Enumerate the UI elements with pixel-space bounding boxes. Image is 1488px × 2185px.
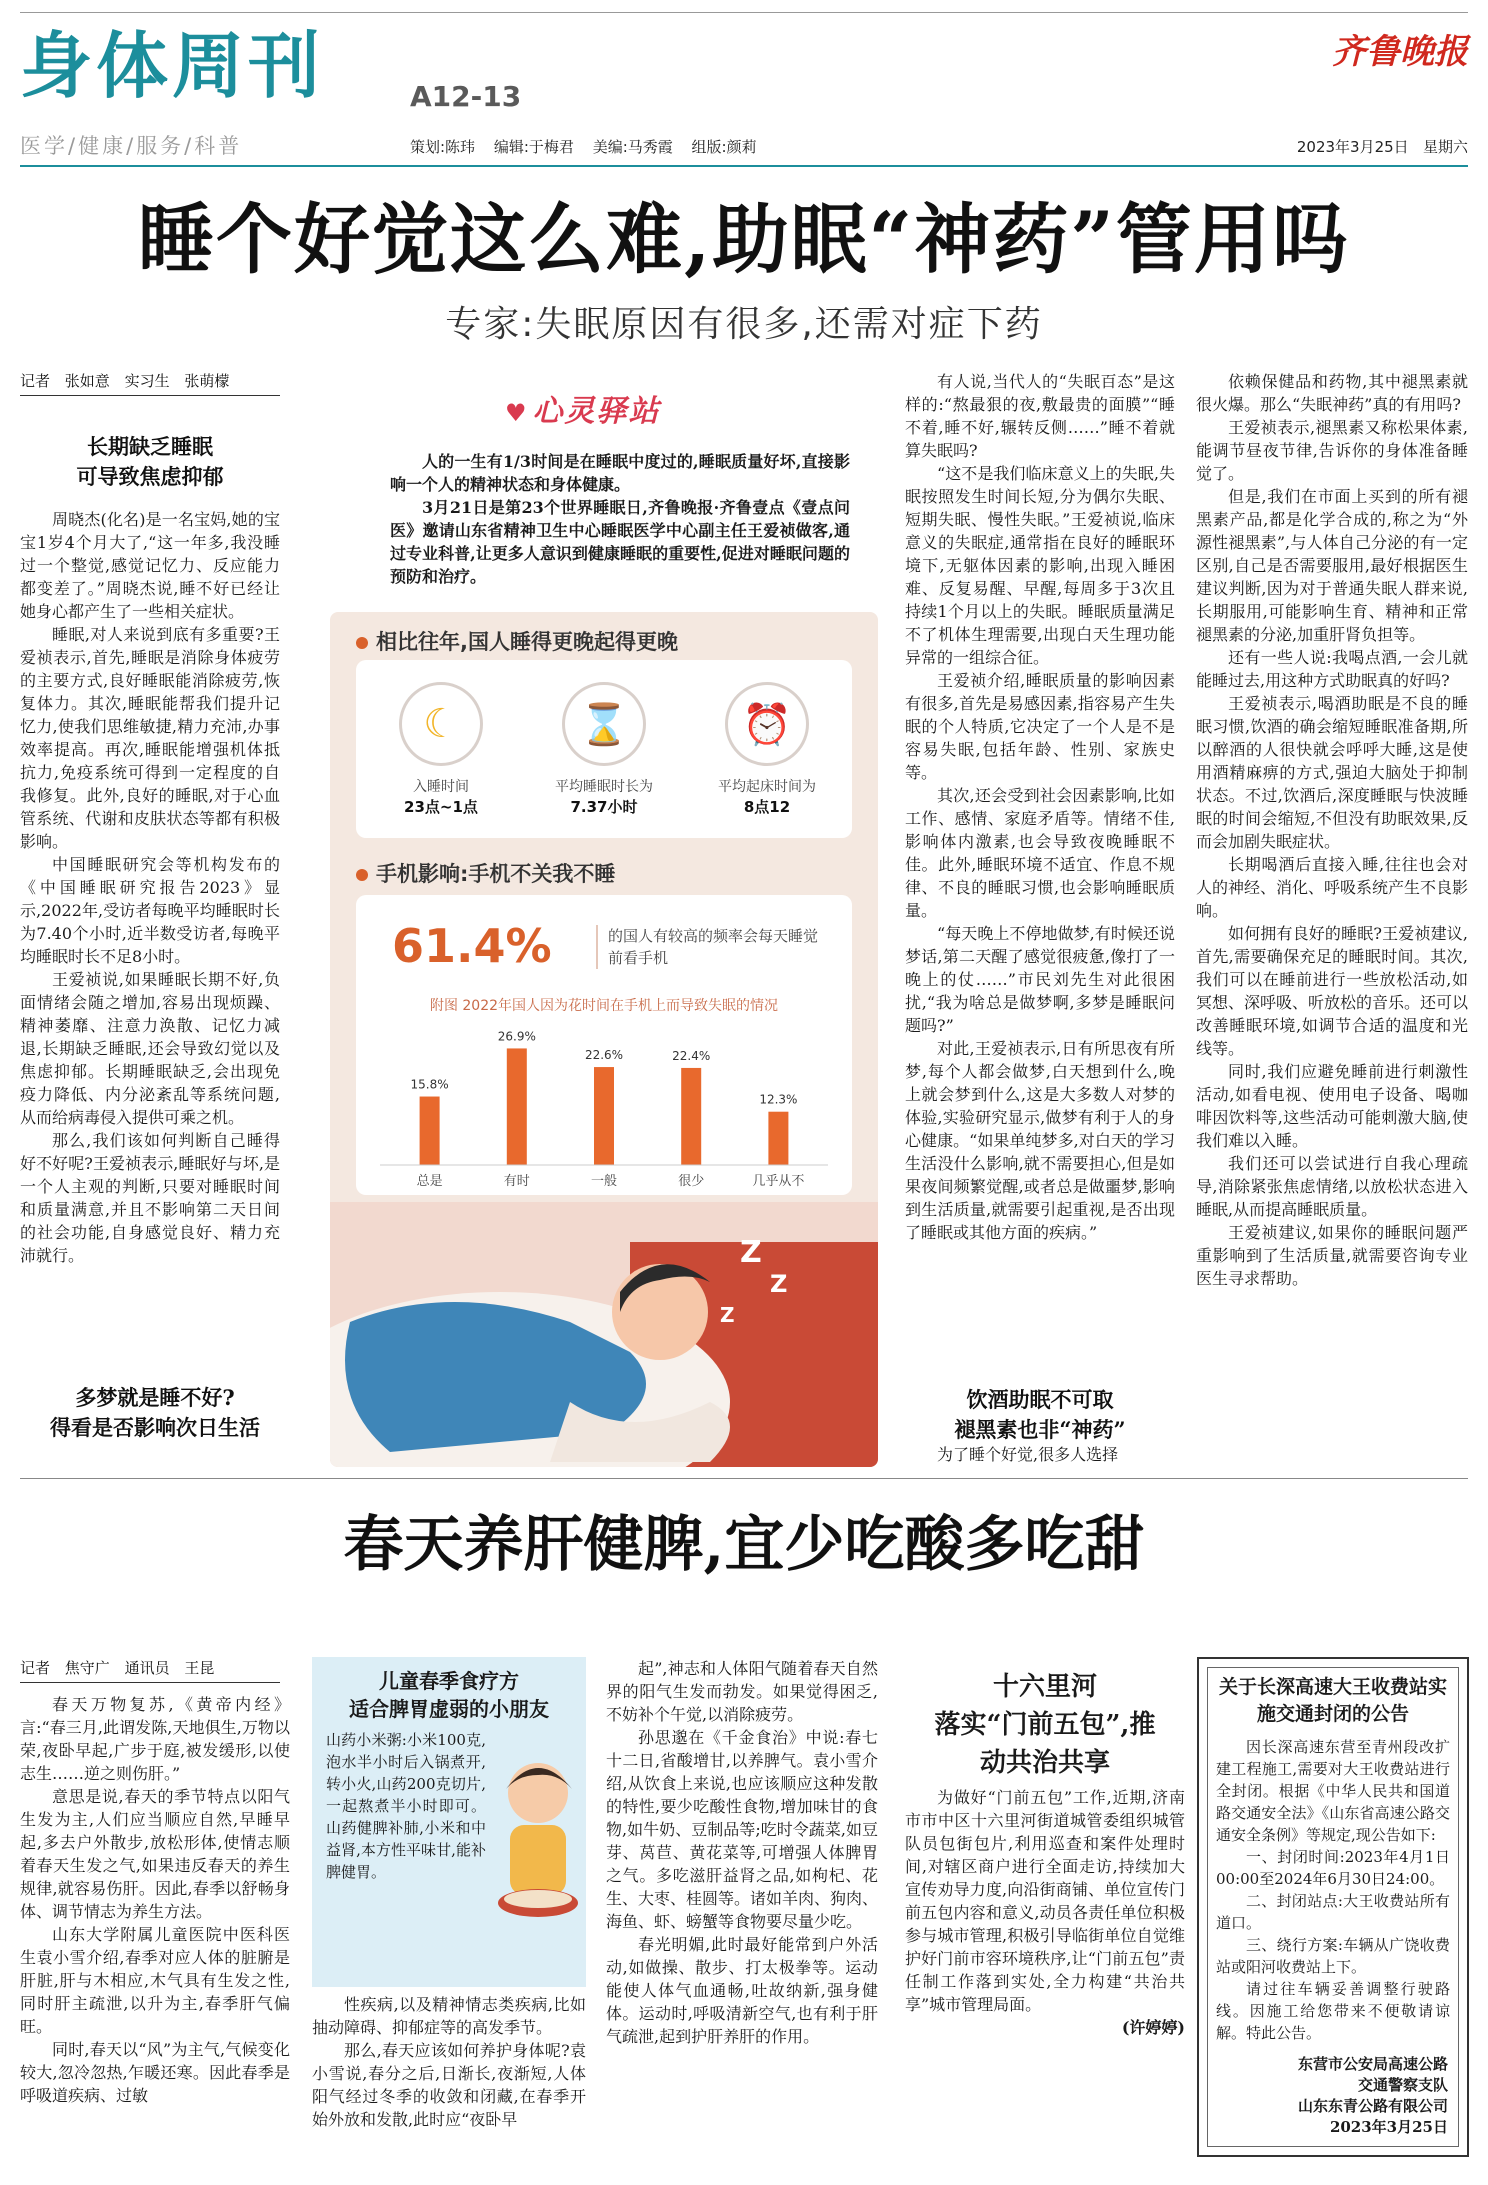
percentage-description: 的国人有较高的频率会每天睡觉前看手机 [596,925,826,969]
paragraph: 山东大学附属儿童医院中医科医生袁小雪介绍,春季对应人体的脏腑是肝脏,肝与木相应,木气具有生发之性,同时肝主疏泄,以升为主,春季肝气偏旺。 [20,1925,290,2036]
byline-name: 王昆 [184,1659,215,1677]
kids-recipe-box [312,1657,586,1987]
paragraph: 因长深高速东营至青州段改扩建工程施工,需要对大王收费站进行全封闭。根据《中华人民共和国道路交通安全法》《山东省高速公路交通安全条例》等规定,现公告如下: [1216,1738,1450,1844]
section-divider [20,1478,1468,1479]
paragraph: 王爱祯说,如果睡眠长期不好,负面情绪会随之增加,容易出现烦躁、精神萎靡、注意力涣散、记忆力减退,长期缺乏睡眠,还会导致幻觉以及焦虑抑郁。长期睡眠缺乏,会出现免疫力降低、内分泌紊乱等系统问题,从而给病毒侵入提供可乘之机。 [20,970,280,1127]
paragraph: 如何拥有良好的睡眠?王爱祯建议,首先,需要确保充足的睡眠时间。其次,我们可以在睡前进行一些放松活动,如冥想、深呼吸、听放松的音乐。还可以改善睡眠环境,如调节合适的温度和光线等。 [1196,924,1468,1058]
paragraph: 王爱祯表示,褪黑素又称松果体素,能调节昼夜节律,告诉你的身体准备睡觉了。 [1196,418,1468,483]
notice-title: 关于长深高速大王收费站实施交通封闭的公告 [1218,1676,1447,1725]
paragraph: 春天万物复苏,《黄帝内经》言:“春三月,此谓发陈,天地俱生,万物以荣,夜卧早起,广步于庭,被发缓形,以使志生……逆之则伤肝。” [20,1695,290,1783]
bar-value-label: 15.8% [410,1077,449,1092]
byline-role: 通讯员 [124,1659,170,1677]
traffic-closure-notice [1197,1657,1469,2157]
big-percentage: 61.4% [392,919,552,973]
section-heading-1: 长期缺乏睡眠 可导致焦虑抑郁 [76,434,224,489]
svg-text:Z: Z [720,1303,735,1327]
moon-icon: ☾ [399,682,483,766]
chart-bar [681,1068,701,1165]
intro-text [390,450,850,588]
paragraph: 起”,神志和人体阳气随着春天自然界的阳气生发而勃发。如果觉得困乏,不妨补个午觉,以消除疲劳。 [606,1659,878,1724]
sleep-stats-box [356,660,852,838]
notice-inner-frame [1207,1667,1459,2147]
stat-label: 入睡时间 [413,779,469,795]
hourglass-icon: ⌛ [562,682,646,766]
article3-headline: 十六里河 落实“门前五包”,推 动共治共享 [934,1672,1156,1778]
newspaper-logo: 齐鲁晚报 [1332,32,1468,72]
signatory: 山东东青公路有限公司 [1297,2097,1448,2115]
category-label: 很少 [678,1174,705,1189]
bar-value-label: 26.9% [497,1029,536,1044]
category-label: 有时 [503,1174,530,1189]
paragraph: 有人说,当代人的“失眠百态”是这样的:“熬最狠的夜,敷最贵的面膜”“睡不着,睡不好,辗转反侧……”睡不着就算失眠吗? [905,372,1175,460]
paragraph: 周晓杰(化名)是一名宝妈,她的宝宝1岁4个月大了,“这一年多,我没睡过一个整觉,感觉记忆力、反应能力都变差了。”周晓杰说,睡不好已经让她身心都产生了一些相关症状。 [20,510,280,621]
phone-impact-box [356,895,852,1195]
child-eating-illustration [488,1753,584,1933]
paragraph: 意思是说,春天的季节特点以阳气生发为主,人们应当顺应自然,早睡早起,多去户外散步,放松形体,使情志顺着春天生发之气,如果违反春天的养生规律,就容易伤肝。因此,春季以舒畅身体、调节情志为养生方法。 [20,1787,290,1921]
chart-title: 附图 2022年国人因为花时间在手机上而导致失眠的情况 [429,998,779,1014]
paragraph: 请过往车辆妥善调整行驶路线。因施工给您带来不便敬请谅解。特此公告。 [1216,1980,1450,2042]
paragraph: 那么,春天应该如何养护身体呢?袁小雪说,春分之后,日渐长,夜渐短,人体阳气经过冬季的收敛和闭藏,在春季开始外放和发散,此时应“夜卧早 [312,2041,586,2129]
page-number: A12-13 [410,80,522,113]
signatory: 交通警察支队 [1357,2076,1448,2094]
chart-bar [768,1112,788,1165]
byline-role: 记者 [20,372,51,390]
paragraph: 三、绕行方案:车辆从广饶收费站或阳河收费站上下。 [1216,1936,1450,1976]
section-title: 身体周刊 [20,24,325,108]
paragraph: 孙思邈在《千金食治》中说:春七十二日,省酸增甘,以养脾气。袁小雪介绍,从饮食上来说,也应该顺应这种发散的特性,要少吃酸性食物,增加味甘的食物,如牛奶、豆制品等;吃时令蔬菜,如豆芽、莴苣、黄花菜等,可增强人体脾胃之气。多吃滋肝益肾之品,如枸杞、花生、大枣、桂圆等。诸如羊肉、狗肉、海鱼、虾、螃蟹等食物要尽量少吃。 [606,1728,878,1931]
category-label: 几乎从不 [752,1174,805,1189]
paragraph: 睡眠,对人来说到底有多重要?王爱祯表示,首先,睡眠是消除身体疲劳的主要方式,良好睡眠能消除疲劳,恢复体力。其次,睡眠能帮我们提升记忆力,使我们思维敏捷,精力充沛,办事效率提高。再次,睡眠能增强机体抵抗力,免疫系统可得到一定程度的自我修复。此外,良好的睡眠,对于心血管系统、代谢和皮肤状态等都有积极影响。 [20,625,280,851]
paragraph: 王爱祯表示,喝酒助眠是不良的睡眠习惯,饮酒的确会缩短睡眠准备期,所以醉酒的人很快就会呼呼大睡,这是使用酒精麻痹的方式,强迫大脑处于抑制状态。不过,饮酒后,深度睡眠与快波睡眠的时间会缩短,不但没有助眠效果,反而会加剧失眠症状。 [1196,694,1468,851]
paragraph: 春光明媚,此时最好能常到户外活动,如做操、散步、打太极拳等。运动能使人体气血通畅,吐故纳新,强身健体。运动时,呼吸清新空气,也有利于肝气疏泄,起到护肝养肝的作用。 [606,1935,878,2046]
article2-byline [20,1657,280,1683]
byline-role: 记者 [20,1659,51,1677]
paragraph: 同时,我们应避免睡前进行刺激性活动,如看电视、使用电子设备、喝咖啡因饮料等,这些活动可能刺激大脑,使我们难以入睡。 [1196,1062,1468,1150]
chart-bar [594,1067,614,1165]
paragraph: 同时,春天以“风”为主气,气候变化较大,忽冷忽热,乍暖还寒。因此春季是呼吸道疾病、过敏 [20,2040,290,2105]
notice-signature [1298,2054,1448,2138]
stat-bedtime [361,670,521,817]
editor-credit: 编辑:于梅君 [493,138,574,156]
article2-headline: 春天养肝健脾,宜少吃酸多吃甜 [343,1510,1145,1580]
bar-value-label: 22.6% [584,1048,624,1063]
paragraph: 其次,还会受到社会因素影响,比如工作、感情、家庭矛盾等。情绪不佳,影响体内激素,也会导致夜晚睡眠不佳。此外,睡眠环境不适宜、作息不规律、不良的睡眠习惯,也会影响睡眠质量。 [905,786,1175,920]
stat-label: 平均睡眠时长为 [555,779,653,795]
kids-recipe-text: 山药小米粥:小米100克,泡水半小时后入锅煮开,转小火,山药200克切片,一起熬煮半小时即可。山药健脾补肺,小米和中益肾,本方性平味甘,能补脾健胃。 [326,1731,486,1881]
article1-column-3-tail [905,1443,1175,1467]
infographic-panel [330,612,878,1467]
paragraph: 依赖保健品和药物,其中褪黑素就很火爆。那么“失眠神药”真的有用吗? [1196,372,1468,414]
svg-text:Z: Z [740,1235,762,1270]
article3-author: (许婷婷) [1121,2018,1185,2037]
issue-date [1297,136,1468,157]
bar-value-label: 12.3% [759,1092,798,1107]
article1-column-4 [1196,370,1468,1470]
column-logo: ♥ 心灵驿站 [505,386,661,430]
masthead-rule [20,165,1468,167]
paragraph: 为了睡个好觉,很多人选择 [937,1445,1119,1464]
article1-column-1 [20,508,280,1378]
byline-role: 实习生 [124,372,170,390]
category-label: 一般 [590,1174,618,1189]
paragraph: 还有一些人说:我喝点酒,一会儿就能睡过去,用这种方式助眠真的好吗? [1196,648,1468,690]
main-subhead: 专家:失眠原因有很多,还需对症下药 [445,304,1043,345]
section-heading-2: 多梦就是睡不好? 得看是否影响次日生活 [50,1385,260,1440]
paragraph: 我们还可以尝试进行自我心理疏导,消除紧张焦虑情绪,以放松状态进入睡眠,从而提高睡眠质量。 [1196,1154,1468,1219]
signatory: 东营市公安局高速公路 [1297,2055,1448,2073]
notice-body [1216,1736,1450,2044]
alarm-clock-icon: ⏰ [725,682,809,766]
stat-value: 23点~1点 [404,798,478,816]
category-label: 总是 [416,1174,443,1189]
byline-name: 焦守广 [64,1659,110,1677]
stat-waketime [687,670,847,817]
stat-label: 平均起床时间为 [718,779,816,795]
chart-bar [420,1097,440,1165]
stat-value: 8点12 [743,798,791,816]
paragraph: 性疾病,以及精神情志类疾病,比如抽动障碍、抑郁症等的高发季节。 [312,1995,586,2037]
date-text: 2023年3月25日 [1296,138,1409,156]
byline-name: 张如意 [64,372,110,390]
article1-column-3 [905,370,1175,1380]
paragraph: 对此,王爱祯表示,日有所思夜有所梦,每个人都会做梦,白天想到什么,晚上就会梦到什么,这是大多数人对梦的体验,实验研究显示,做梦有利于人的身心健康。“如果单纯梦多,对白天的学习生活没什么影响,就不需要担心,但是如果夜间频繁觉醒,或者总是做噩梦,影响到生活质量,就需要引起重视,是否出现了睡眠或其他方面的疾病。” [905,1039,1175,1242]
paragraph: 3月21日是第23个世界睡眠日,齐鲁晚报·齐鲁壹点《壹点问医》邀请山东省精神卫生中心睡眠医学中心副主任王爱祯做客,通过专业科普,让更多人意识到健康睡眠的重要性,促进对睡眠问题的预防和治疗。 [390,498,850,586]
layout-credit: 组版:颜莉 [691,138,757,156]
byline-name: 张萌檬 [184,372,230,390]
section-tagline: 医学/健康/服务/科普 [20,134,243,158]
paragraph: 那么,我们该如何判断自己睡得好不好呢?王爱祯表示,睡眠好与坏,是一个人主观的判断,只要对睡眠时间和质量满意,并且不影响第二天日间的社会功能,自身感觉良好、精力充沛就行。 [20,1131,280,1265]
infographic-heading-2: 手机影响:手机不关我不睡 [356,858,615,888]
article3-body [905,1786,1185,2146]
chart-bar [507,1048,527,1165]
paragraph: 但是,我们在市面上买到的所有褪黑素产品,都是化学合成的,称之为“外源性褪黑素”,与人体自己分泌的有一定区别,自己是否需要服用,最好根据医生建议判断,因为对于普通失眠人群来说,长期服用,可能影响生育、精神和正常褪黑素的分泌,加重肝肾负担等。 [1196,487,1468,644]
paragraph: “每天晚上不停地做梦,有时候还说梦话,第二天醒了感觉很疲惫,像打了一晚上的仗……”市民刘先生对此很困扰,“我为啥总是做梦啊,多梦是睡眠问题吗?” [905,924,1175,1035]
stat-duration [524,670,684,817]
section-heading-3: 饮酒助眠不可取 褪黑素也非“神药” [954,1387,1126,1442]
paragraph: 王爱祯介绍,睡眠质量的影响因素有很多,首先是易感因素,指容易产生失眠的个人特质,它决定了一个人是不是容易失眠,包括年龄、性别、家族史等。 [905,671,1175,782]
paragraph: “这不是我们临床意义上的失眠,失眠按照发生时间长短,分为偶尔失眠、短期失眠、慢性失眠。”王爱祯说,临床意义的失眠症,通常指在良好的睡眠环境下,无躯体因素的影响,出现入睡困难、反复易醒、早醒,每周多于3次且持续1个月以上的失眠。睡眠质量满足不了机体生理需要,出现白天生理功能异常的一组综合征。 [905,464,1175,667]
bar-value-label: 22.4% [672,1048,711,1063]
paragraph: 人的一生有1/3时间是在睡眠中度过的,睡眠质量好坏,直接影响一个人的精神状态和身体健康。 [390,452,850,494]
infographic-heading-1: 相比往年,国人睡得更晚起得更晚 [356,626,678,656]
paragraph: 二、封闭站点:大王收费站所有道口。 [1216,1892,1450,1932]
article1-byline [20,370,280,396]
paragraph: 一、封闭时间:2023年4月1日00:00至2024年6月30日24:00。 [1216,1848,1450,1888]
paragraph: 王爱祯建议,如果你的睡眠问题严重影响到了生活质量,就需要咨询专业医生寻求帮助。 [1196,1223,1468,1288]
paragraph: 长期喝酒后直接入睡,往往也会对人的神经、消化、呼吸系统产生不良影响。 [1196,855,1468,920]
main-headline: 睡个好觉这么难,助眠“神药”管用吗 [138,195,1350,284]
weekday-text: 星期六 [1422,138,1468,156]
paragraph: 为做好“门前五包”工作,近期,济南市市中区十六里河街道城管委组织城管队员包街包片,利用巡查和案件处理时间,对辖区商户进行全面走访,持续加大宣传劝导力度,向沿街商铺、单位宣传门前五包内容和意义,动员各责任单位积极参与城市管理,积极引导临街单位自觉维护好门前市容环境秩序,让“门前五包”责任制工作落到实处,全力构建“共治共享”城市管理局面。 [905,1788,1185,2014]
svg-text:Z: Z [770,1270,788,1298]
designer-credit: 美编:马秀霞 [592,138,673,156]
stat-value: 7.37小时 [570,798,638,816]
planner-credit: 策划:陈玮 [410,138,476,156]
notice-date: 2023年3月25日 [1329,2118,1448,2136]
article2-column-1 [20,1693,290,2168]
kids-recipe-title: 儿童春季食疗方 适合脾胃虚弱的小朋友 [349,1669,549,1721]
phone-insomnia-bar-chart [356,1005,852,1195]
sleeping-person-illustration [330,1202,878,1467]
staff-credits [410,136,771,157]
top-rule [20,12,1468,13]
article2-column-2 [312,1993,586,2173]
article2-column-3 [606,1657,878,2172]
paragraph: 中国睡眠研究会等机构发布的《中国睡眠研究报告2023》显示,2022年,受访者每晚平均睡眠时长为7.40个小时,近半数受访者,每晚平均睡眠时长不足8小时。 [20,855,280,966]
